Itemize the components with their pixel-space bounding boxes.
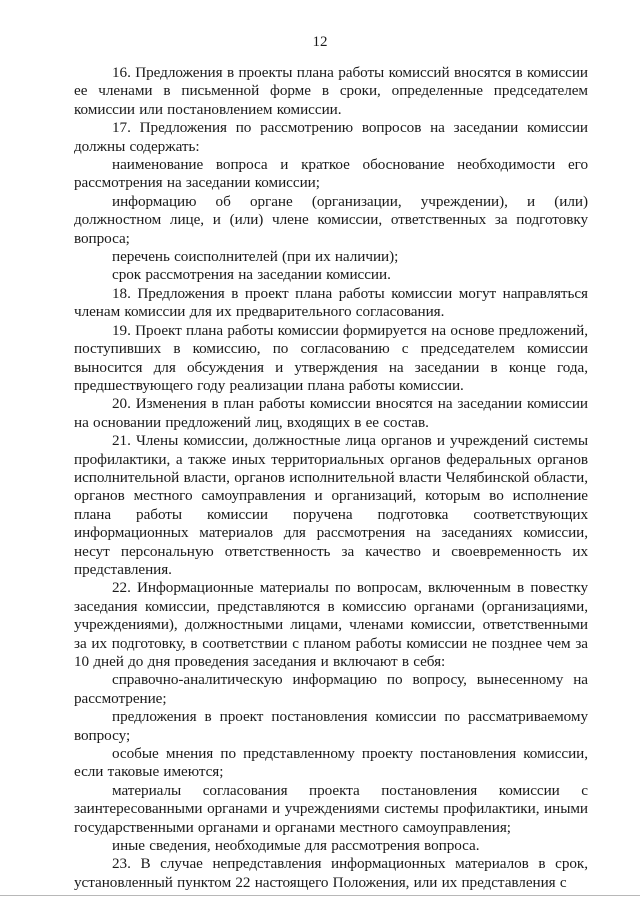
- list-item-special-opinions: особые мнения по представленному проекту постановления комиссии, если таковые имеются;: [74, 745, 588, 781]
- paragraph-19: 19. Проект плана работы комиссии формируется на основе предложений, поступивших в комиссию, по согласованию с председателем комиссии выносится для обсуждения и утверждения на заседании в конце года, предшествующего году реализации плана работы комиссии.: [74, 321, 588, 394]
- list-item-draft-proposals: предложения в проект постановления комиссии по рассматриваемому вопросу;: [74, 708, 588, 744]
- list-item-review-date: срок рассмотрения на заседании комиссии.: [112, 266, 391, 284]
- page-number: 12: [312, 34, 328, 50]
- paragraph-18: 18. Предложения в проект плана работы комиссии могут направляться членам комиссии для их предварительного согласования.: [74, 284, 588, 321]
- list-item-question-name: наименование вопроса и краткое обоснование необходимости его рассмотрения на заседании комиссии;: [74, 156, 588, 192]
- paragraph-20: 20. Изменения в план работы комиссии вносятся на заседании комиссии на основании предложений лиц, входящих в ее состав.: [74, 395, 588, 431]
- document-body: [74, 64, 588, 892]
- paragraph-16: 16. Предложения в проекты плана работы комиссий вносятся в комиссии ее членами в письменной форме в сроки, определенные председателем комиссии или постановлением комиссии.: [74, 64, 588, 118]
- paragraph-21: 21. Члены комиссии, должностные лица органов и учреждений системы профилактики, а также иных территориальных органов федеральных органов исполнительной власти, органов исполнительной власти Челябинской области, органов местного самоуправления и организаций, которым во исполнение плана работы комиссии поручена подготовка соответствующих информационных материалов для рассмотрения на заседаниях комиссии, несут персональную ответственность за качество и своевременность их представления.: [74, 432, 588, 578]
- page-bottom-edge: [0, 895, 640, 896]
- paragraph-23: 23. В случае непредставления информационных материалов в срок, установленный пунктом 22 настоящего Положения, или их представления с: [74, 855, 588, 891]
- list-item-responsible-info: информацию об органе (организации, учреждении), и (или) должностном лице, и (или) члене комиссии, ответственных за подготовку вопроса;: [74, 192, 588, 247]
- list-item-co-executors: перечень соисполнителей (при их наличии);: [112, 248, 399, 266]
- list-item-approval-materials: материалы согласования проекта постановления комиссии с заинтересованными органами и учреждениями системы профилактики, иными государственными органами и органами местного самоуправления;: [74, 781, 588, 836]
- paragraph-17: 17. Предложения по рассмотрению вопросов на заседании комиссии должны содержать:: [74, 119, 588, 155]
- list-item-other-info: иные сведения, необходимые для рассмотрения вопроса.: [112, 837, 480, 855]
- paragraph-22: 22. Информационные материалы по вопросам, включенным в повестку заседания комиссии, представляются в комиссию органами (организациями, учреждениями), должностными лицами, членами комиссии, ответственными за их подготовку, в соответствии с планом работы комиссии не позднее чем за 10 дней до дня проведения заседания и включают в себя:: [74, 579, 588, 670]
- list-item-analytical-info: справочно-аналитическую информацию по вопросу, вынесенному на рассмотрение;: [74, 671, 588, 707]
